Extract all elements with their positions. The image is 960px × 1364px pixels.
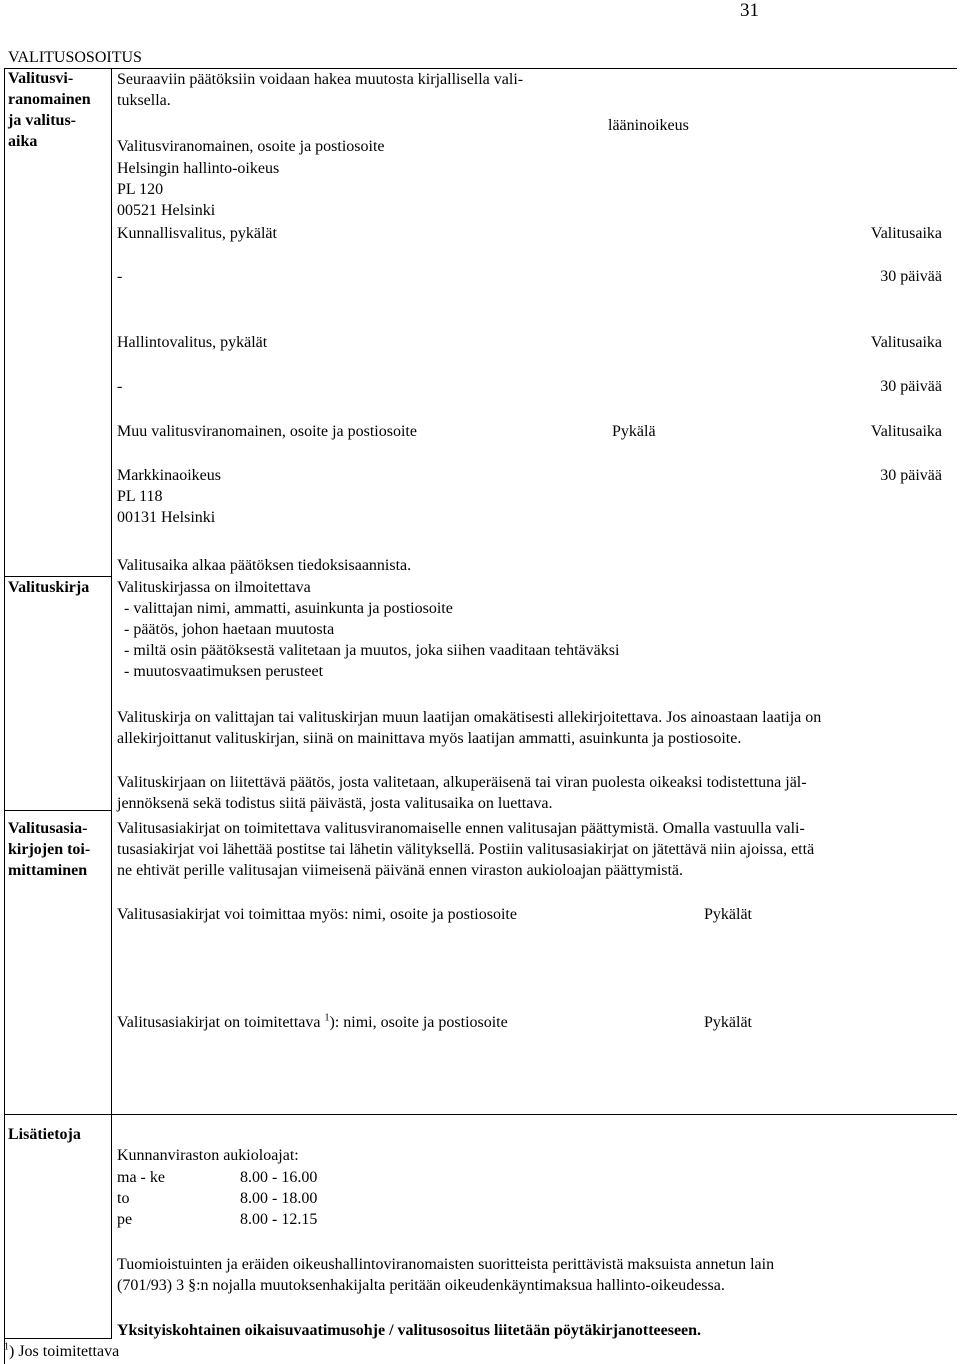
kunnallisvalitus-time: 30 päivää	[880, 268, 942, 285]
attachment-paragraph: Valituskirjaan on liitettävä päätös, josta valitetaan, alkuperäisenä tai viran puolesta oikeaksi todistettuna jäl- jennöksenä sekä todistus siitä päivästä, josta valitusaika on luettava.	[117, 774, 807, 812]
section-label-valituskirja: Valituskirja	[8, 579, 90, 596]
section-label-toimittaminen: Valitusasia- kirjojen toi- mittaminen	[8, 820, 91, 879]
signature-paragraph: Valituskirja on valittajan tai valituskirjan muun laatijan omakätisesti allekirjoitettava. Jos ainoastaan laatija on allekirjoittanut valituskirjan, siinä on mainittava myös laatijan ammatti, asuinkunta ja postiosoite.	[117, 709, 822, 747]
footnote-rule	[4, 1338, 112, 1339]
column-divider	[111, 68, 112, 1338]
hours-row: to 8.00 - 18.00	[117, 1190, 318, 1207]
kunnallisvalitus-time-label: Valitusaika	[870, 225, 942, 242]
deliver-to-label: Valitusasiakirjat on toimitettava $^1$): nimi, osoite ja postiosoite	[117, 1012, 508, 1031]
also-deliver-label: Valitusasiakirjat voi toimittaa myös: nimi, osoite ja postiosoite	[117, 906, 517, 923]
appeal-period-start: Valitusaika alkaa päätöksen tiedoksisaannista.	[117, 557, 412, 574]
footnote: $^1$) Jos toimitettava	[4, 1341, 120, 1360]
kunnallisvalitus-label: Kunnallisvalitus, pykälät	[117, 225, 277, 242]
list-item: - valittajan nimi, ammatti, asuinkunta ja postiosoite	[124, 600, 453, 617]
hallintovalitus-label: Hallintovalitus, pykälät	[117, 334, 268, 351]
valituskirja-intro: Valituskirjassa on ilmoitettava	[117, 579, 311, 596]
intro-text: Seuraaviin päätöksiin voidaan hakea muutosta kirjallisella vali- tuksella.	[117, 71, 524, 109]
delivery-paragraph: Valitusasiakirjat on toimitettava valitusviranomaiselle ennen valitusajan päättymistä. Omalla vastuulla vali- tusasiakirjat voi lähettää postitse tai lähetin välityksellä. Postiin valitusasiakirjat on jätettävä niin ajoissa, että ne ehtivät perille valitusajan viimeisenä päivänä ennen viraston aukioloajan päättymistä.	[117, 820, 815, 879]
page-number: 31	[740, 0, 759, 21]
opening-hours-title: Kunnanviraston aukioloajat:	[117, 1147, 299, 1164]
fee-paragraph: Tuomioistuinten ja eräiden oikeushallintoviranomaisten suoritteista perittävistä maksuista annetun lain (701/93) 3 §:n nojalla muutoksenhakijalta peritään oikeudenkäyntimaksua hallinto-oikeudessa.	[117, 1256, 775, 1294]
authority-address: Helsingin hallinto-oikeus PL 120 00521 Helsinki	[117, 160, 280, 219]
list-item: - miltä osin päätöksestä valitetaan ja muutos, joka siihen vaaditaan tehtäväksi	[124, 642, 620, 659]
section-label-lisatietoja: Lisätietoja	[8, 1126, 81, 1143]
hallintovalitus-value: -	[117, 378, 123, 395]
hours-row: ma - ke 8.00 - 16.00	[117, 1169, 318, 1186]
muu-pykala-label: Pykälä	[612, 423, 656, 440]
muu-time-label: Valitusaika	[870, 423, 942, 440]
row-divider-2	[4, 810, 112, 811]
list-item: - muutosvaatimuksen perusteet	[124, 663, 324, 680]
opening-hours	[117, 1167, 317, 1230]
document-title: VALITUSOSOITUS	[8, 49, 142, 66]
authority-header: Valitusviranomainen, osoite ja postiosoite	[117, 138, 385, 155]
muu-authority-address: Markkinaoikeus PL 118 00131 Helsinki	[117, 467, 221, 526]
hallintovalitus-time-label: Valitusaika	[870, 334, 942, 351]
authority-type: lääninoikeus	[608, 117, 689, 134]
footnote-marker: 1	[324, 1012, 330, 1024]
muu-time: 30 päivää	[880, 467, 942, 484]
attachment-instruction: Yksityiskohtainen oikaisuvaatimusohje / valitusosoitus liitetään pöytäkirjanotteeseen.	[117, 1322, 702, 1339]
also-deliver-pykalat: Pykälät	[704, 906, 752, 923]
hallintovalitus-time: 30 päivää	[880, 378, 942, 395]
left-rule	[4, 68, 5, 1364]
row-divider-3	[4, 1114, 957, 1115]
valituskirja-requirements	[124, 598, 619, 682]
muu-authority-header: Muu valitusviranomainen, osoite ja postiosoite	[117, 423, 417, 440]
deliver-to-pykalat: Pykälät	[704, 1014, 752, 1031]
hours-row: pe 8.00 - 12.15	[117, 1211, 318, 1228]
section-label-valitusviranomainen: Valitusvi- ranomainen ja valitus- aika	[8, 70, 91, 150]
list-item: - päätös, johon haetaan muutosta	[124, 621, 335, 638]
kunnallisvalitus-value: -	[117, 268, 123, 285]
